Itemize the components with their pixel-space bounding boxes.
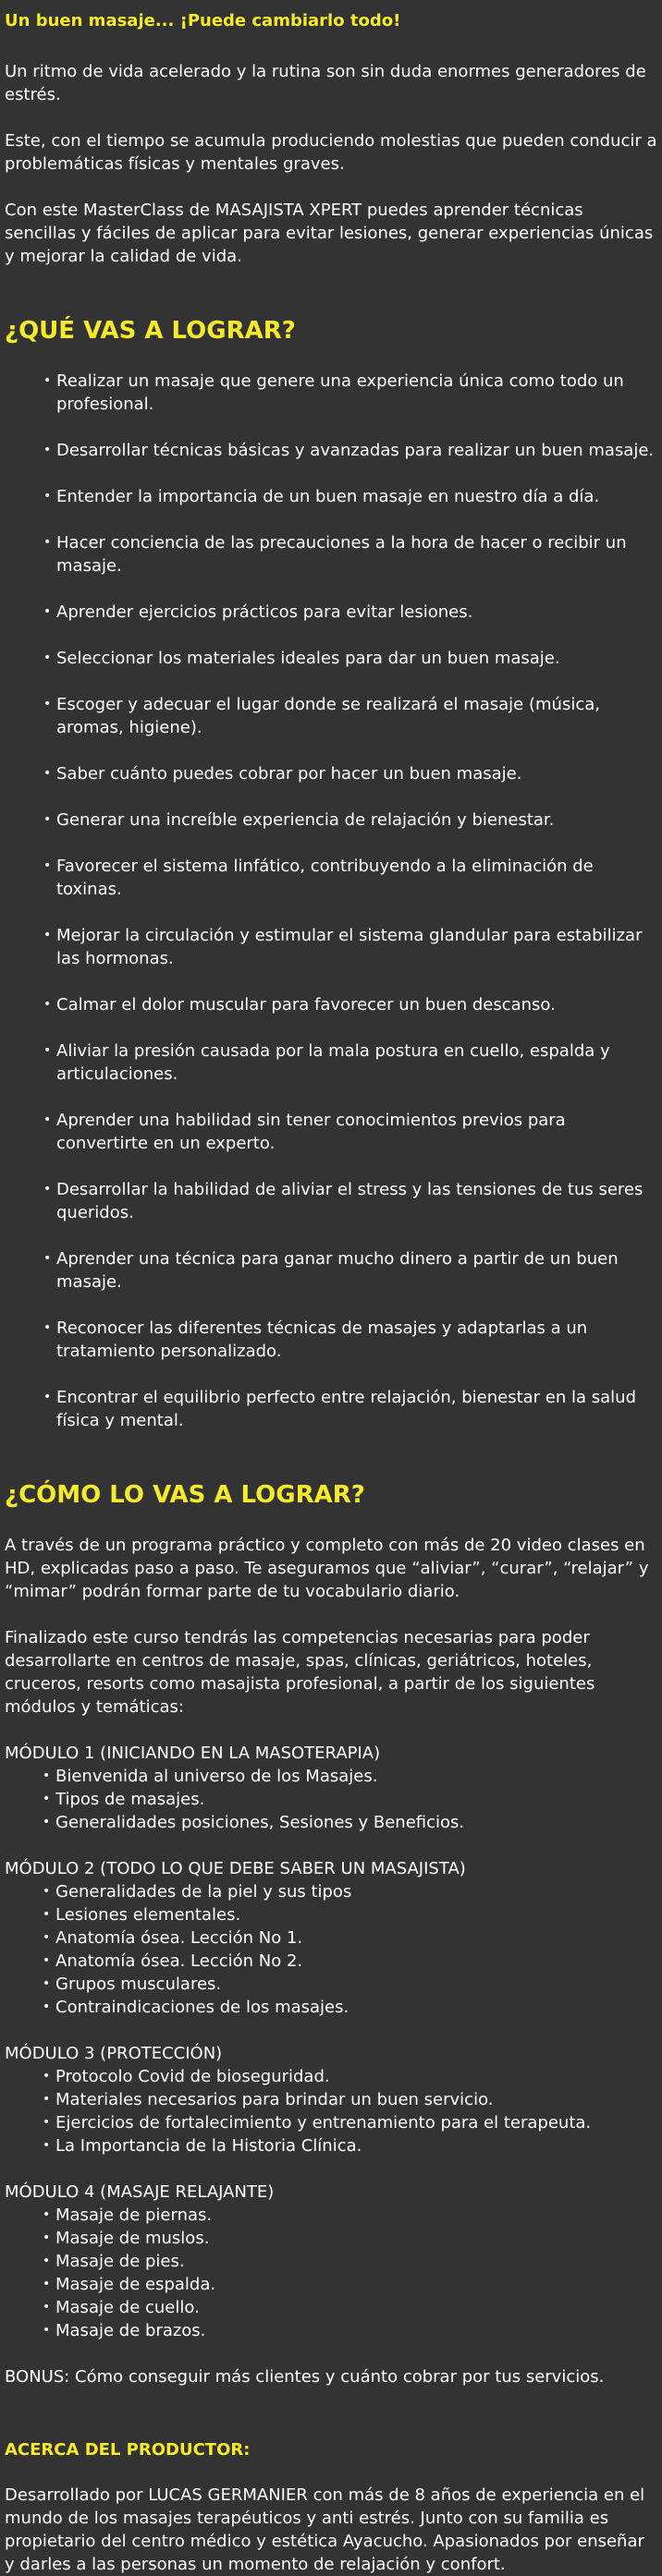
- goal-item: • Calmar el dolor muscular para favorecer un buen descanso.: [43, 993, 658, 1016]
- intro-paragraph-1: Un ritmo de vida acelerado y la rutina son sin duda enormes generadores de estrés.: [5, 62, 646, 104]
- module-topics: [5, 1765, 658, 1834]
- goal-item: • Escoger y adecuar el lugar donde se realizará el masaje (música, aromas, higiene).: [43, 693, 658, 739]
- tagline: Un buen masaje... ¡Puede cambiarlo todo!: [5, 11, 401, 30]
- goal-item: • Entender la importancia de un buen masaje en nuestro día a día.: [43, 485, 658, 508]
- goal-item: • Seleccionar los materiales ideales para dar un buen masaje.: [43, 647, 658, 670]
- module-title: MÓDULO 2 (TODO LO QUE DEBE SABER UN MASAJISTA): [5, 1859, 466, 1878]
- module-topic: • Masaje de piernas.: [43, 2204, 658, 2227]
- goal-item: • Generar una increíble experiencia de relajación y bienestar.: [43, 808, 658, 832]
- goal-item: • Desarrollar la habilidad de aliviar el stress y las tensiones de tus seres queridos.: [43, 1178, 658, 1224]
- producer-text: Desarrollado por LUCAS GERMANIER con más de 8 años de experiencia en el mundo de los masajes terapéuticos y anti estrés. Junto con su familia es propietario del centro médico y estética Ayacucho. Apasionados por enseñar y darles a las personas un momento de relajación y confort.: [5, 2485, 645, 2574]
- goal-item: • Saber cuánto puedes cobrar por hacer un buen masaje.: [43, 762, 658, 785]
- module-2: [5, 1857, 658, 2019]
- module-topics: [5, 1880, 658, 2019]
- module-topic: • Masaje de pies.: [43, 2250, 658, 2273]
- module-4: [5, 2181, 658, 2342]
- how-heading: ¿CÓMO LO VAS A LOGRAR?: [5, 1481, 365, 1509]
- goal-item: • Desarrollar técnicas básicas y avanzadas para realizar un buen masaje.: [43, 439, 658, 462]
- module-title: MÓDULO 1 (INICIANDO EN LA MASOTERAPIA): [5, 1744, 381, 1763]
- module-topic: • Masaje de muslos.: [43, 2227, 658, 2250]
- module-3: [5, 2042, 658, 2157]
- module-topic: • Generalidades posiciones, Sesiones y Beneficios.: [43, 1811, 658, 1834]
- module-topic: • Masaje de espalda.: [43, 2273, 658, 2296]
- module-topic: • Lesiones elementales.: [43, 1903, 658, 1926]
- intro-paragraph-3: Con este MasterClass de MASAJISTA XPERT puedes aprender técnicas sencillas y fáciles de aplicar para evitar lesiones, generar experiencias únicas y mejorar la calidad de vida.: [5, 200, 654, 266]
- how-paragraph-1: A través de un programa práctico y completo con más de 20 video clases en HD, explicadas paso a paso. Te aseguramos que “aliviar”, “curar”, “relajar” y “mimar” podrán formar parte de tu vocabulario diario.: [5, 1536, 649, 1601]
- module-topic: • Grupos musculares.: [43, 1973, 658, 1996]
- goals-heading: ¿QUÉ VAS A LOGRAR?: [5, 317, 296, 345]
- module-title: MÓDULO 3 (PROTECCIÓN): [5, 2044, 223, 2063]
- module-topics: [5, 2204, 658, 2342]
- module-topic: • Generalidades de la piel y sus tipos: [43, 1880, 658, 1903]
- intro-paragraph-2: Este, con el tiempo se acumula produciendo molestias que pueden conducir a problemáticas físicas y mentales graves.: [5, 131, 657, 174]
- module-topic: • Materiales necesarios para brindar un buen servicio.: [43, 2088, 658, 2111]
- goal-item: • Aprender ejercicios prácticos para evitar lesiones.: [43, 601, 658, 624]
- module-topic: • Contraindicaciones de los masajes.: [43, 1996, 658, 2019]
- goal-item: • Favorecer el sistema linfático, contribuyendo a la eliminación de toxinas.: [43, 855, 658, 901]
- goal-item: • Aprender una habilidad sin tener conocimientos previos para convertirte en un experto.: [43, 1109, 658, 1155]
- module-topic: • Protocolo Covid de bioseguridad.: [43, 2065, 658, 2088]
- module-topic: • Bienvenida al universo de los Masajes.: [43, 1765, 658, 1788]
- goal-item: • Mejorar la circulación y estimular el sistema glandular para estabilizar las hormonas.: [43, 924, 658, 970]
- module-title: MÓDULO 4 (MASAJE RELAJANTE): [5, 2182, 275, 2202]
- module-topic: • Masaje de cuello.: [43, 2296, 658, 2319]
- how-paragraph-2: Finalizado este curso tendrás las competencias necesarias para poder desarrollarte en centros de masaje, spas, clínicas, geriátricos, hoteles, cruceros, resorts como masajista profesional, a partir de los siguientes módulos y temáticas:: [5, 1628, 595, 1717]
- goal-item: • Encontrar el equilibrio perfecto entre relajación, bienestar en la salud física y mental.: [43, 1386, 658, 1432]
- module-topic: • Ejercicios de fortalecimiento y entrenamiento para el terapeuta.: [43, 2111, 658, 2134]
- goal-item: • Hacer conciencia de las precauciones a la hora de hacer o recibir un masaje.: [43, 531, 658, 577]
- module-topic: • Anatomía ósea. Lección No 2.: [43, 1950, 658, 1973]
- module-topic: • Tipos de masajes.: [43, 1788, 658, 1811]
- module-topics: [5, 2065, 658, 2157]
- bonus-text: BONUS: Cómo conseguir más clientes y cuánto cobrar por tus servicios.: [5, 2367, 605, 2387]
- module-topic: • La Importancia de la Historia Clínica.: [43, 2134, 658, 2157]
- module-topic: • Masaje de brazos.: [43, 2319, 658, 2342]
- module-topic: • Anatomía ósea. Lección No 1.: [43, 1926, 658, 1950]
- goal-item: • Reconocer las diferentes técnicas de masajes y adaptarlas a un tratamiento personalizado.: [43, 1317, 658, 1363]
- goal-item: • Aliviar la presión causada por la mala postura en cuello, espalda y articulaciones.: [43, 1039, 658, 1086]
- goal-item: • Aprender una técnica para ganar mucho dinero a partir de un buen masaje.: [43, 1247, 658, 1294]
- module-1: [5, 1742, 658, 1834]
- producer-heading: ACERCA DEL PRODUCTOR:: [5, 2440, 251, 2460]
- goal-item: • Realizar un masaje que genere una experiencia única como todo un profesional.: [43, 370, 658, 416]
- goals-list: [5, 370, 658, 1432]
